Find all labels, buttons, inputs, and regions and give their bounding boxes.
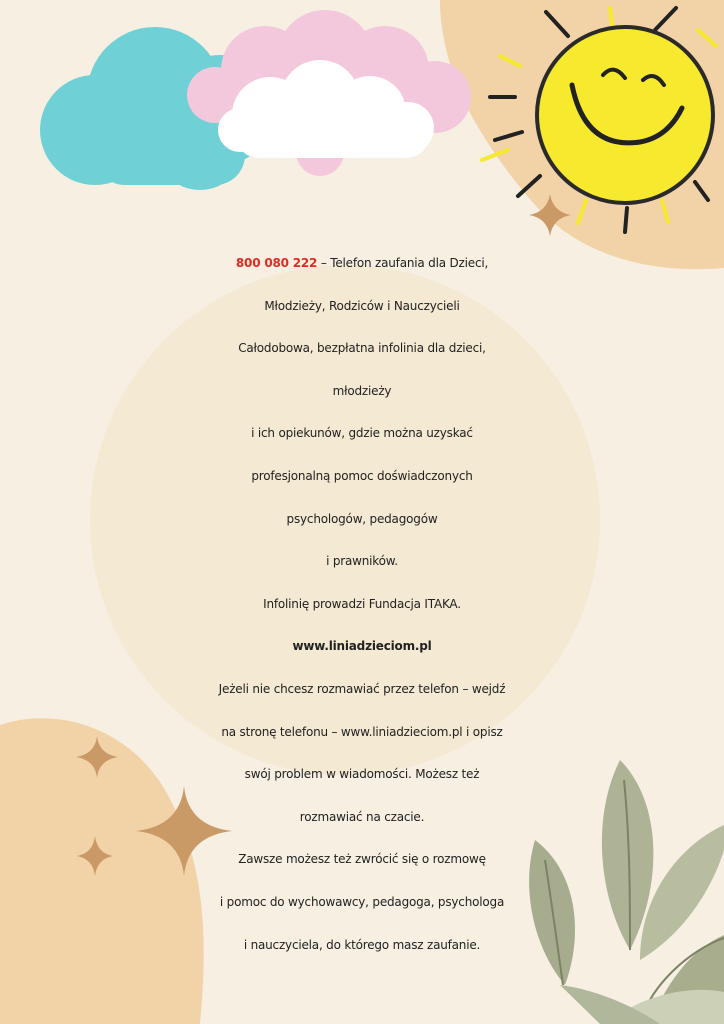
line-6: profesjonalną pomoc doświadczonych [251,468,473,483]
helpline-phone-number: 800 080 222 [235,256,318,270]
line-15: Zawsze możesz też zwrócić się o rozmowę [238,852,486,867]
line-16: i pomoc do wychowawcy, pedagoga, psychologa [219,894,505,909]
line-5: i ich opiekunów, gdzie można uzyskać [251,426,473,441]
line-1 [0,242,724,285]
line-1-text: – Telefon zaufania dla Dzieci, [317,256,489,270]
line-3: Całodobowa, bezpłatna infolinia dla dzieci, [238,341,486,356]
line-4: młodzieży [332,383,392,398]
line-17: i nauczyciela, do którego masz zaufanie. [243,937,481,952]
helpline-text [0,242,724,966]
line-2: Młodzieży, Rodziców i Nauczycieli [264,298,460,313]
line-9: Infolinię prowadzi Fundacja ITAKA. [263,596,461,611]
line-13: swój problem w wiadomości. Możesz też [244,767,480,782]
line-12: na stronę telefonu – www.liniadzieciom.pl i opisz [221,724,503,739]
website-url: www.liniadzieciom.pl [292,639,432,654]
line-14: rozmawiać na czacie. [299,809,425,824]
line-7: psychologów, pedagogów [286,511,438,526]
line-8: i prawników. [326,554,398,569]
sun-face [537,27,713,203]
line-11: Jeżeli nie chcesz rozmawiać przez telefon – wejdź [218,681,506,696]
